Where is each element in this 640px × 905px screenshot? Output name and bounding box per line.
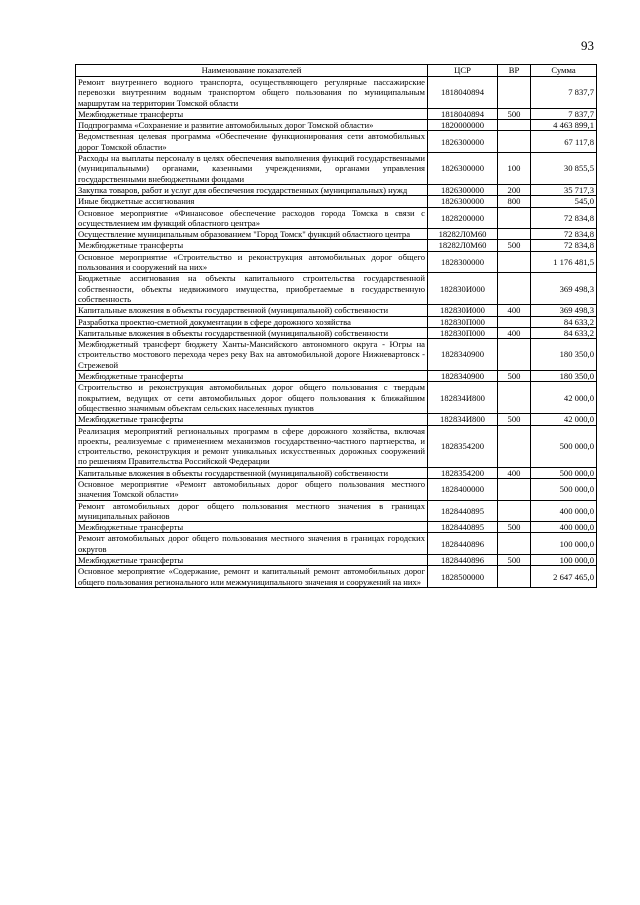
name-cell: Межбюджетные трансферты (76, 240, 428, 251)
vr-cell (498, 382, 531, 414)
csr-cell: 1826300000 (428, 131, 498, 153)
name-cell: Осуществление муниципальным образованием "Город Томск" функций областного центра (76, 229, 428, 240)
name-cell: Подпрограмма «Сохранение и развитие автомобильных дорог Томской области» (76, 120, 428, 131)
csr-cell: 1828300000 (428, 251, 498, 273)
sum-cell: 545,0 (531, 196, 597, 207)
vr-cell (498, 77, 531, 109)
name-cell: Расходы на выплаты персоналу в целях обеспечения выполнения функций государственными (муниципальными) органами, казенными учреждениями, органами управления государственными внебюджетными фондами (76, 153, 428, 185)
sum-cell: 4 463 899,1 (531, 120, 597, 131)
table-row (76, 522, 597, 533)
table-row (76, 196, 597, 207)
vr-cell (498, 131, 531, 153)
vr-cell (498, 207, 531, 229)
sum-cell: 67 117,8 (531, 131, 597, 153)
vr-cell: 500 (498, 240, 531, 251)
sum-cell: 2 647 465,0 (531, 566, 597, 588)
name-cell: Разработка проектно-сметной документации в сфере дорожного хозяйства (76, 316, 428, 327)
sum-cell: 369 498,3 (531, 273, 597, 305)
sum-cell: 500 000,0 (531, 467, 597, 478)
name-cell: Межбюджетные трансферты (76, 522, 428, 533)
vr-cell (498, 229, 531, 240)
vr-cell: 500 (498, 414, 531, 425)
csr-cell: 1826300000 (428, 184, 498, 195)
vr-cell: 800 (498, 196, 531, 207)
table-row (76, 120, 597, 131)
table-row (76, 425, 597, 467)
csr-cell: 1826300000 (428, 196, 498, 207)
name-cell: Ремонт автомобильных дорог общего пользования местного значения в границах муниципальных районов (76, 500, 428, 522)
sum-cell: 42 000,0 (531, 382, 597, 414)
table-row (76, 77, 597, 109)
vr-cell: 400 (498, 467, 531, 478)
csr-cell: 182834И800 (428, 382, 498, 414)
name-cell: Межбюджетные трансферты (76, 371, 428, 382)
table-row (76, 533, 597, 555)
csr-cell: 1828440895 (428, 522, 498, 533)
sum-cell: 7 837,7 (531, 108, 597, 119)
name-cell: Иные бюджетные ассигнования (76, 196, 428, 207)
name-cell: Ведомственная целевая программа «Обеспечение функционирования сети автомобильных дорог Томской области» (76, 131, 428, 153)
sum-cell: 369 498,3 (531, 305, 597, 316)
sum-cell: 42 000,0 (531, 414, 597, 425)
header-vr: ВР (498, 65, 531, 77)
csr-cell: 1828340900 (428, 371, 498, 382)
table-row (76, 207, 597, 229)
name-cell: Основное мероприятие «Строительство и реконструкция автомобильных дорог общего пользования и сооружений на них» (76, 251, 428, 273)
vr-cell (498, 425, 531, 467)
vr-cell (498, 339, 531, 371)
name-cell: Ремонт внутреннего водного транспорта, осуществляющего регулярные пассажирские перевозки внутренним водным транспортом общего пользования по муниципальным маршрутам на территории Томской области (76, 77, 428, 109)
sum-cell: 7 837,7 (531, 77, 597, 109)
header-csr: ЦСР (428, 65, 498, 77)
csr-cell: 1828340900 (428, 339, 498, 371)
sum-cell: 72 834,8 (531, 207, 597, 229)
sum-cell: 84 633,2 (531, 327, 597, 338)
csr-cell: 1828440896 (428, 555, 498, 566)
table-row (76, 566, 597, 588)
vr-cell (498, 533, 531, 555)
table-row (76, 555, 597, 566)
vr-cell: 400 (498, 305, 531, 316)
csr-cell: 1820000000 (428, 120, 498, 131)
table-row (76, 229, 597, 240)
name-cell: Основное мероприятие «Ремонт автомобильных дорог общего пользования местного значения Томской области» (76, 478, 428, 500)
vr-cell: 500 (498, 522, 531, 533)
name-cell: Межбюджетные трансферты (76, 414, 428, 425)
csr-cell: 1818040894 (428, 108, 498, 119)
name-cell: Межбюджетные трансферты (76, 108, 428, 119)
sum-cell: 400 000,0 (531, 522, 597, 533)
table-row (76, 305, 597, 316)
csr-cell: 182830П000 (428, 316, 498, 327)
table-row (76, 131, 597, 153)
vr-cell (498, 273, 531, 305)
name-cell: Межбюджетный трансферт бюджету Ханты-Мансийского автономного округа - Югры на строительство мостового перехода через реку Вах на автомобильной дороге Нижневартовск - Стрежевой (76, 339, 428, 371)
sum-cell: 180 350,0 (531, 371, 597, 382)
csr-cell: 1828354200 (428, 425, 498, 467)
table-row (76, 108, 597, 119)
sum-cell: 72 834,8 (531, 229, 597, 240)
name-cell: Основное мероприятие «Содержание, ремонт и капитальный ремонт автомобильных дорог общего пользования регионального или межмуниципального значения и сооружений на них» (76, 566, 428, 588)
name-cell: Капитальные вложения в объекты государственной (муниципальной) собственности (76, 305, 428, 316)
vr-cell: 500 (498, 555, 531, 566)
csr-cell: 1828440895 (428, 500, 498, 522)
csr-cell: 1826300000 (428, 153, 498, 185)
name-cell: Закупка товаров, работ и услуг для обеспечения государственных (муниципальных) нужд (76, 184, 428, 195)
vr-cell (498, 478, 531, 500)
table-row (76, 240, 597, 251)
table-row (76, 414, 597, 425)
csr-cell: 18282Л0М60 (428, 240, 498, 251)
vr-cell: 500 (498, 371, 531, 382)
name-cell: Капитальные вложения в объекты государственной (муниципальной) собственности (76, 327, 428, 338)
csr-cell: 182830П000 (428, 327, 498, 338)
table-row (76, 371, 597, 382)
name-cell: Основное мероприятие «Финансовое обеспечение расходов города Томска в связи с осуществлением им функций областного центра» (76, 207, 428, 229)
vr-cell (498, 251, 531, 273)
name-cell: Строительство и реконструкция автомобильных дорог общего пользования с твердым покрытием, ведущих от сети автомобильных дорог общего пользования к ближайшим общественно значимым объектам сельских населенных пунктов (76, 382, 428, 414)
vr-cell: 500 (498, 108, 531, 119)
vr-cell: 200 (498, 184, 531, 195)
vr-cell: 400 (498, 327, 531, 338)
sum-cell: 500 000,0 (531, 478, 597, 500)
csr-cell: 1828400000 (428, 478, 498, 500)
table-header-row (76, 65, 597, 77)
csr-cell: 1828440896 (428, 533, 498, 555)
budget-table (75, 64, 597, 588)
csr-cell: 182830И000 (428, 273, 498, 305)
vr-cell (498, 566, 531, 588)
csr-cell: 18282Л0М60 (428, 229, 498, 240)
table-row (76, 184, 597, 195)
name-cell: Бюджетные ассигнования на объекты капитального строительства государственной собственности, объекты недвижимого имущества, приобретаемые в государственную собственность (76, 273, 428, 305)
vr-cell (498, 500, 531, 522)
vr-cell: 100 (498, 153, 531, 185)
csr-cell: 1818040894 (428, 77, 498, 109)
name-cell: Межбюджетные трансферты (76, 555, 428, 566)
sum-cell: 400 000,0 (531, 500, 597, 522)
header-name: Наименование показателей (76, 65, 428, 77)
table-row (76, 382, 597, 414)
sum-cell: 30 855,5 (531, 153, 597, 185)
table-row (76, 327, 597, 338)
sum-cell: 84 633,2 (531, 316, 597, 327)
vr-cell (498, 120, 531, 131)
sum-cell: 1 176 481,5 (531, 251, 597, 273)
table-row (76, 478, 597, 500)
vr-cell (498, 316, 531, 327)
table-row (76, 500, 597, 522)
csr-cell: 182834И800 (428, 414, 498, 425)
csr-cell: 1828200000 (428, 207, 498, 229)
name-cell: Реализация мероприятий региональных программ в сфере дорожного хозяйства, включая проекты, реализуемые с применением механизмов государственно-частного партнерства, и строительство, реконструкция и ремонт уникальных искусственных дорожных сооружений по решениям Правительства Российской Федерации (76, 425, 428, 467)
sum-cell: 35 717,3 (531, 184, 597, 195)
name-cell: Капитальные вложения в объекты государственной (муниципальной) собственности (76, 467, 428, 478)
csr-cell: 1828354200 (428, 467, 498, 478)
csr-cell: 182830И000 (428, 305, 498, 316)
table-row (76, 316, 597, 327)
sum-cell: 100 000,0 (531, 533, 597, 555)
header-sum: Сумма (531, 65, 597, 77)
sum-cell: 100 000,0 (531, 555, 597, 566)
sum-cell: 72 834,8 (531, 240, 597, 251)
table-row (76, 251, 597, 273)
table-row (76, 273, 597, 305)
sum-cell: 500 000,0 (531, 425, 597, 467)
table-row (76, 467, 597, 478)
sum-cell: 180 350,0 (531, 339, 597, 371)
table-row (76, 153, 597, 185)
page-number: 93 (581, 38, 594, 53)
csr-cell: 1828500000 (428, 566, 498, 588)
table-row (76, 339, 597, 371)
name-cell: Ремонт автомобильных дорог общего пользования местного значения в границах городских округов (76, 533, 428, 555)
